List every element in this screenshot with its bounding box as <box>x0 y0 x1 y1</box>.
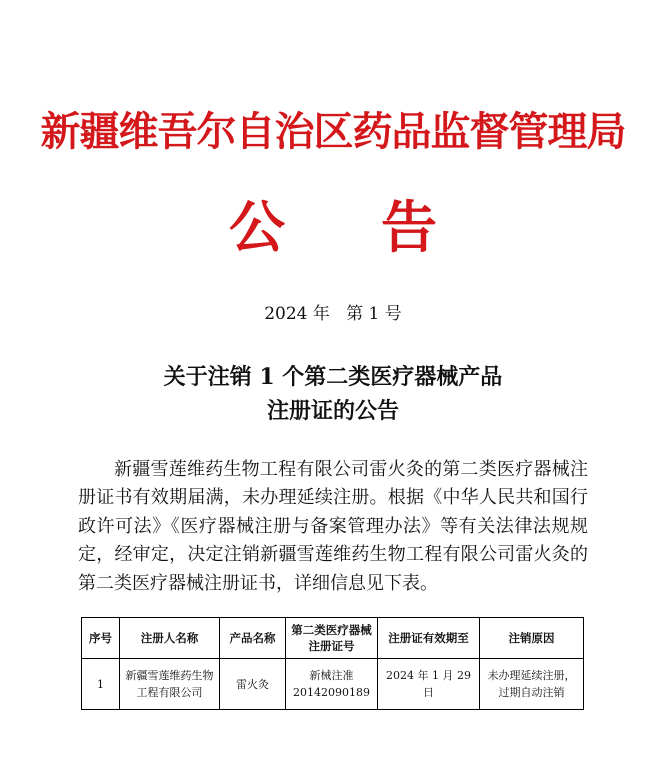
header-index: 序号 <box>82 618 120 659</box>
cell-cert-number: 新械注准 20142090189 <box>286 659 378 710</box>
title-line-1: 关于注销 1 个第二类医疗器械产品 <box>163 364 503 390</box>
cell-product: 雷火灸 <box>220 659 286 710</box>
table-row <box>82 659 584 710</box>
table-header-row <box>82 618 584 659</box>
title-line-2: 注册证的公告 <box>266 398 399 424</box>
header-product: 产品名称 <box>220 618 286 659</box>
header-registrant: 注册人名称 <box>120 618 220 659</box>
notice-label: 公告 <box>229 195 533 261</box>
cell-reason: 未办理延续注册，过期自动注销 <box>480 659 584 710</box>
cancellation-table <box>81 617 584 710</box>
issue-number: 2024 年 第 1 号 <box>264 304 402 324</box>
header-reason: 注销原因 <box>480 618 584 659</box>
header-valid-until: 注册证有效期至 <box>378 618 480 659</box>
cell-registrant: 新疆雪莲维药生物工程有限公司 <box>120 659 220 710</box>
document-title <box>0 360 666 428</box>
cell-valid-until: 2024 年 1 月 29 日 <box>378 659 480 710</box>
agency-name: 新疆维吾尔自治区药品监督管理局 <box>40 108 626 155</box>
body-paragraph: 新疆雪莲维药生物工程有限公司雷火灸的第二类医疗器械注册证书有效期届满，未办理延续注册。根据《中华人民共和国行政许可法》《医疗器械注册与备案管理办法》等有关法律法规规定，经审定，决定注销新疆雪莲维药生物工程有限公司雷火灸的第二类医疗器械注册证书，详细信息见下表。 <box>78 459 588 594</box>
cell-index: 1 <box>82 659 120 710</box>
header-cert-number: 第二类医疗器械注册证号 <box>286 618 378 659</box>
